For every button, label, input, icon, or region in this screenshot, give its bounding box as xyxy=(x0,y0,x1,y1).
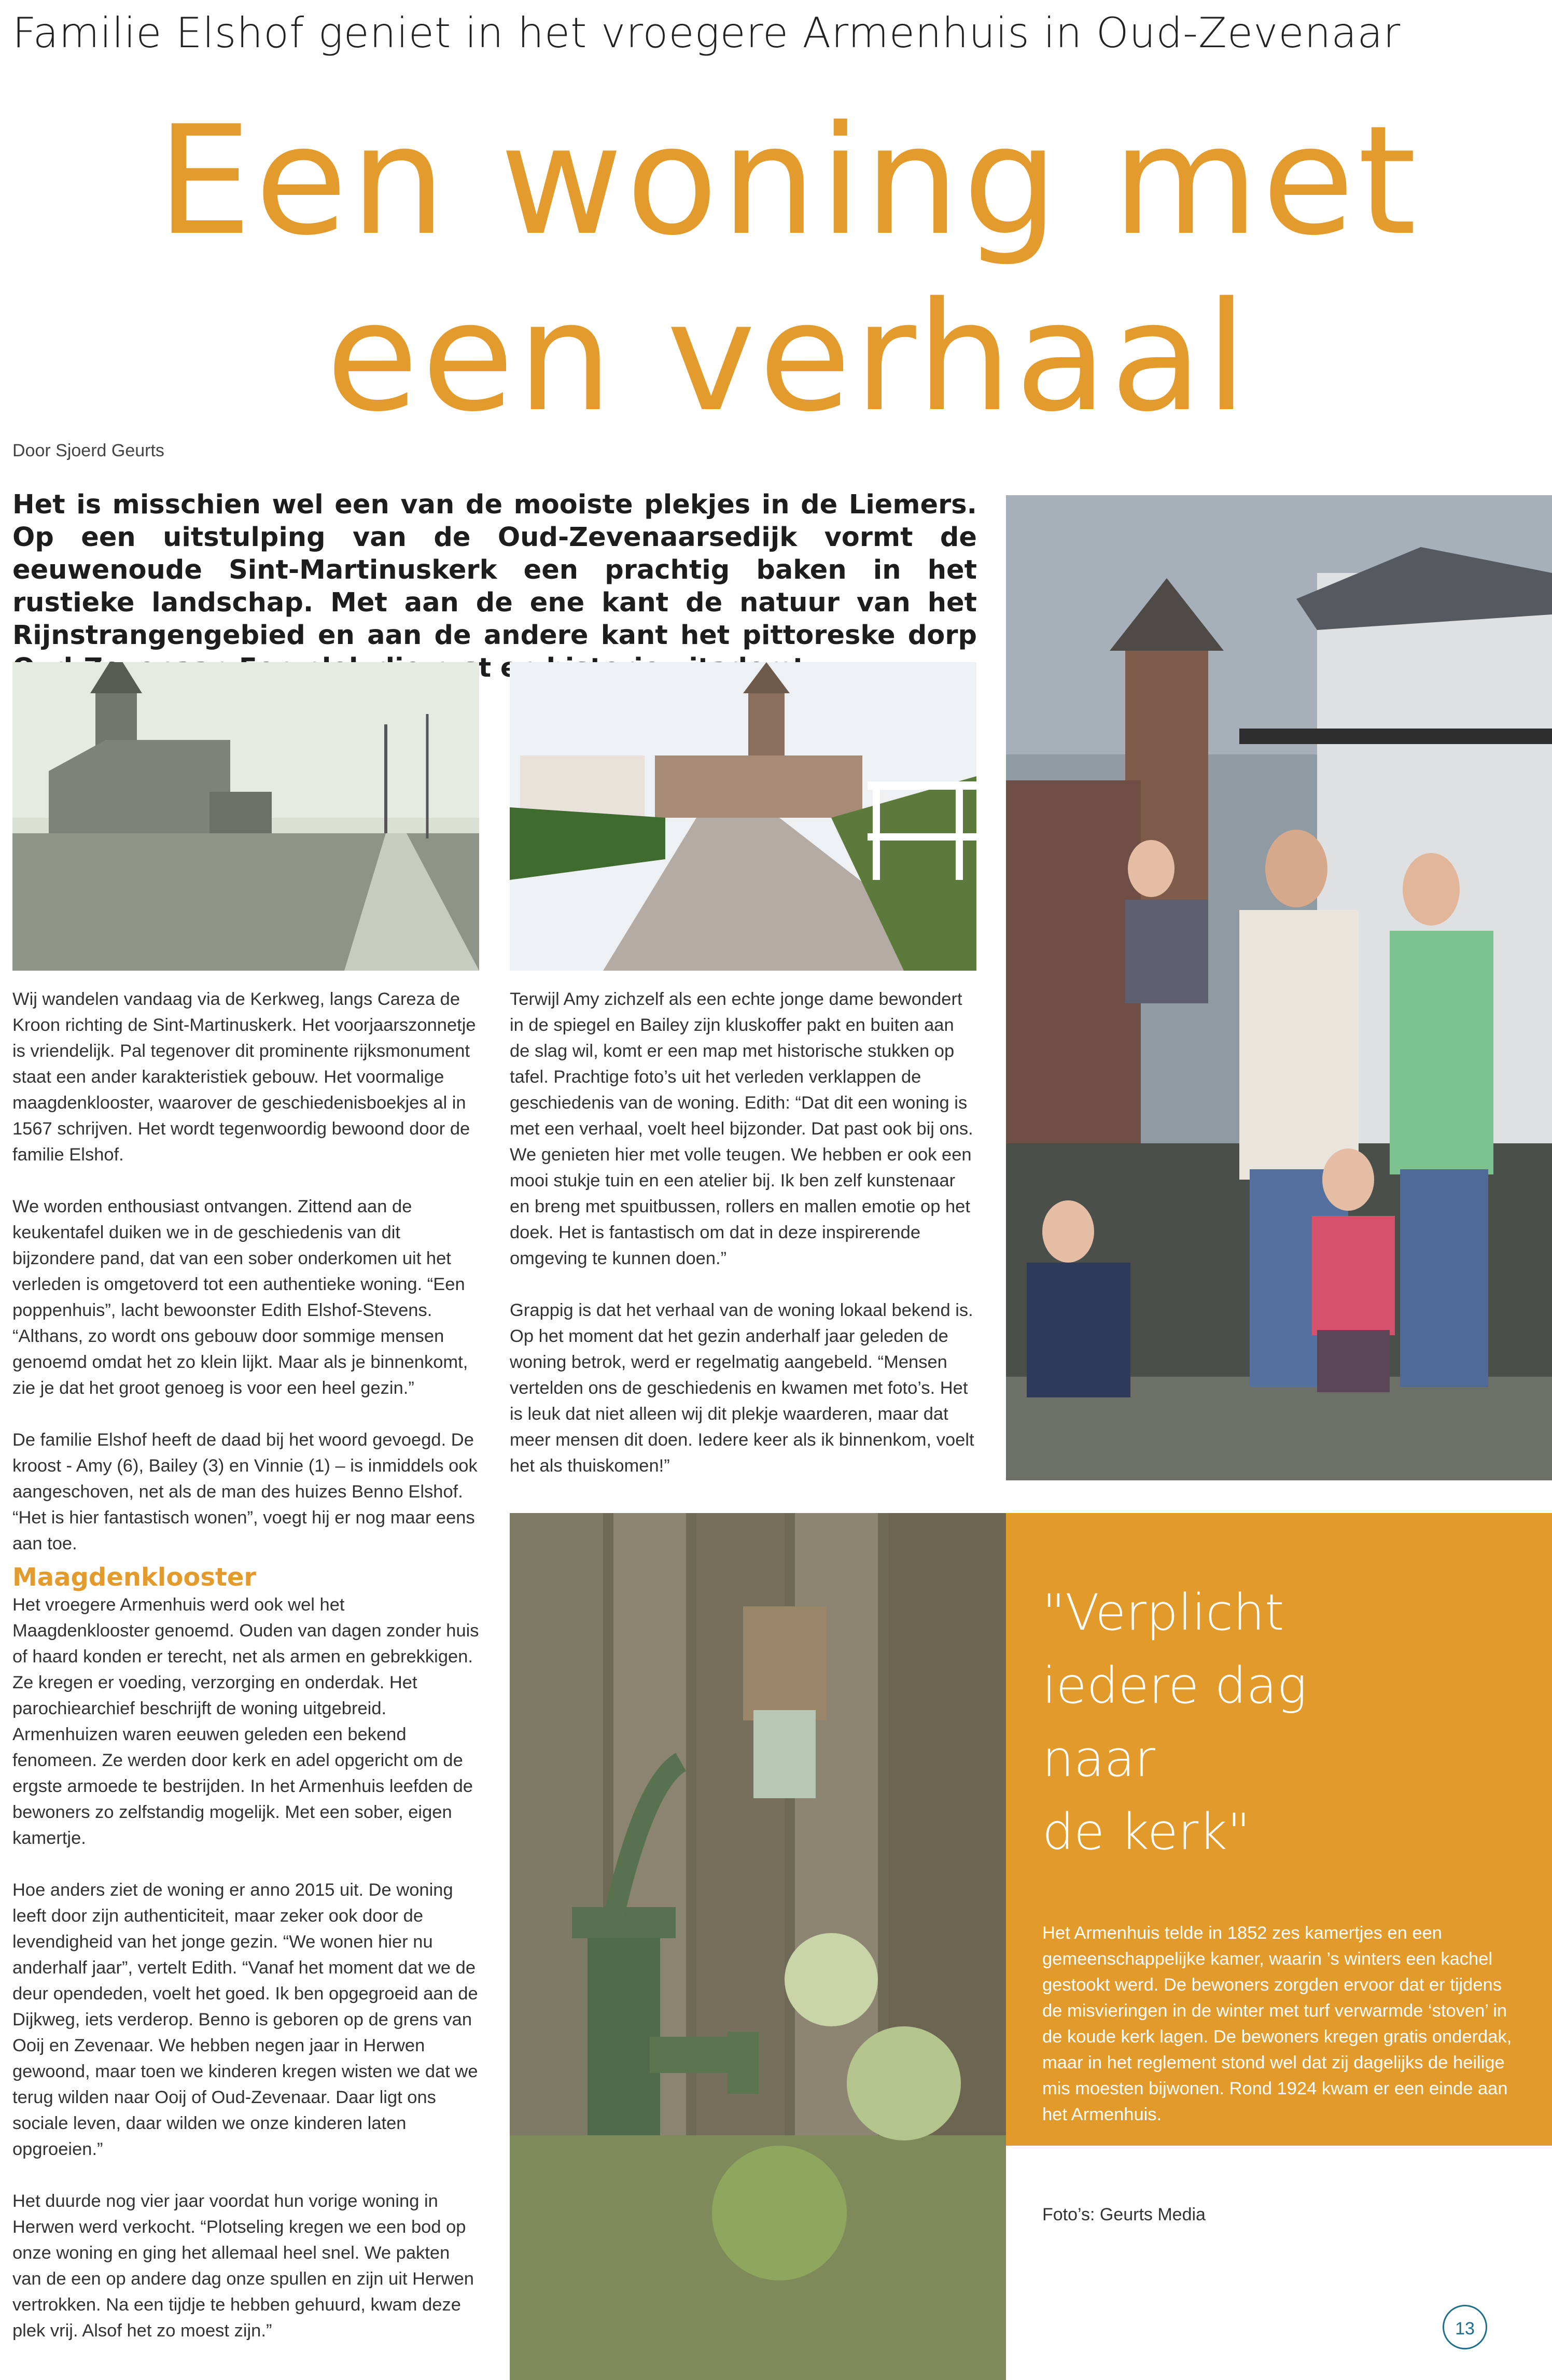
article-column-2 xyxy=(510,986,976,1505)
section-subhead: Maagdenklooster xyxy=(12,1563,257,1592)
pull-quote xyxy=(1042,1576,1509,1869)
family-photo xyxy=(1006,495,1552,1480)
col1-paragraph-4: Het vroegere Armenhuis werd ook wel het Maagdenklooster genoemd. Ouden van dagen zonder huis of haard konden er terecht, net als armen en gebrekkigen. Ze kregen er voeding, verzorging en onderdak. Het parochiearchief beschrijft de woning uitgebreid. Armenhuizen waren eeuwen geleden een bekend fenomeen. Ze werden door kerk en adel opgericht om de ergste armoede te bestrijden. In het Armenhuis leefden de bewoners zo zelfstandig mogelijk. Met een sober, eigen kamertje. xyxy=(12,1595,479,1848)
pull-quote-line-1: "Verplicht xyxy=(1042,1584,1284,1642)
intro-paragraph: Het is misschien wel een van de mooiste plekjes in de Liemers. Op een uitstulping van de Oud-Zevenaarsedijk vormt de eeuwenoude Sint-Martinuskerk een prachtig baken in het rustieke landschap. Met aan de ene kant de natuur van het Rijnstrangengebied en aan de andere kant het pittoreske dorp xyxy=(12,489,977,651)
headline-line-2: een verhaal xyxy=(326,270,1251,445)
byline: Door Sjoerd Geurts xyxy=(12,441,164,460)
historic-church-photo xyxy=(12,662,479,971)
col2-paragraph-1: Terwijl Amy zichzelf als een echte jonge dame bewondert in de spiegel en Bailey zijn kluskoffer pakt en buiten aan de slag wil, komt er een map met historische stukken op tafel. Prachtige foto’s uit het verleden verklappen de geschiedenis van de woning. Edith: “Dat dit een woning is met een verhaal, voelt heel bijzonder. Dat past ook bij ons. We genieten hier met volle teugen. We hebben er ook een mooi stukje tuin en een atelier bij. Ik ben zelf kunstenaar en breng met spuitbussen, rollers en mallen emotie op het doek. Het is fantastisch om dat in deze inspirerende omgeving te kunnen doen.” xyxy=(510,989,973,1268)
col1-paragraph-3: De familie Elshof heeft de daad bij het woord gevoegd. De kroost - Amy (6), Bailey (3) en Vinnie (1) – is inmiddels ook aangeschoven, net als de man des huizes Benno Elshof. “Het is hier fantastisch wonen”, voegt hij er nog maar eens aan toe. xyxy=(12,1430,478,1553)
article-column-1 xyxy=(12,986,479,2370)
col1-paragraph-2: We worden enthousiast ontvangen. Zittend aan de keukentafel duiken we in de geschiedenis van dit bijzondere pand, dat van een sober onderkomen uit het verleden is omgetoverd tot een authentieke woning. “Een poppenhuis”, lacht bewoonster Edith Elshof-Stevens. “Althans, zo wordt ons gebouw door sommige mensen genoemd omdat het zo klein lijkt. Maar als je binnenkomt, zie je dat het groot genoeg is voor een heel gezin.” xyxy=(12,1197,468,1398)
street-church-photo xyxy=(510,662,976,971)
headline xyxy=(73,93,1504,446)
headline-line-1: Een woning met xyxy=(157,94,1420,269)
sidebar-text: Het Armenhuis telde in 1852 zes kamertjes en een gemeenschappelijke kamer, waarin ’s winters een kachel gestookt werd. De bewoners zorgden ervoor dat er tijdens de misvieringen in de winter met turf verwarmde ‘stoven’ in de koude kerk lagen. De bewoners kregen gratis onderdak, maar in het reglement stond wel dat zij dagelijks de heilige mis moesten bijwonen. Rond 1924 kwam er een einde aan het Armenhuis. xyxy=(1042,1923,1512,2124)
kicker: Familie Elshof geniet in het vroegere Armenhuis in Oud-Zevenaar xyxy=(12,9,1401,57)
col2-paragraph-2: Grappig is dat het verhaal van de woning lokaal bekend is. Op het moment dat het gezin anderhalf jaar geleden de woning betrok, werd er regelmatig aangebeld. “Mensen vertelden ons de geschiedenis en kwamen met foto’s. Het is leuk dat niet alleen wij dit plekje waarderen, maar dat meer mensen dit doen. Iedere keer als ik binnenkom, voelt het als thuiskomen!” xyxy=(510,1300,974,1476)
col1-paragraph-1: Wij wandelen vandaag via de Kerkweg, langs Careza de Kroon richting de Sint-Martinuskerk. Het voorjaarszonnetje is vriendelijk. Pal tegenover dit prominente rijksmonument staat een ander karakteristiek gebouw. Het voormalige maagdenklooster, waarover de geschiedenisboekjes al in 1567 schrijven. Het wordt tegenwoordig bewoond door de familie Elshof. xyxy=(12,989,476,1165)
pull-quote-line-4: de kerk" xyxy=(1042,1803,1250,1861)
col1-paragraph-5: Hoe anders ziet de woning er anno 2015 uit. De woning leeft door zijn authenticiteit, maar zeker ook door de levendigheid van het jonge gezin. “We wonen hier nu anderhalf jaar”, vertelt Edith. “Vanaf het moment dat we de deur opendeden, voelt het goed. Ik ben opgegroeid aan de Dijkweg, iets verderop. Benno is geboren op de grens van Ooij en Zevenaar. We hebben negen jaar in Herwen gewoond, maar toen we kinderen kregen wisten we dat we terug wilden naar Ooij of Oud-Zevenaar. Daar ligt ons sociale leven, daar wilden we onze kinderen laten opgroeien.” xyxy=(12,1880,478,2159)
garden-pump-photo xyxy=(510,1513,1006,2380)
col1-paragraph-6: Het duurde nog vier jaar voordat hun vorige woning in Herwen werd verkocht. “Plotseling kregen we een bod op onze woning en ging het allemaal heel snel. We pakten van de een op andere dag onze spullen en zijn uit Herwen vertrokken. Na een tijdje te hebben gehuurd, kwam deze plek vrij. Alsof het zo moest zijn.” xyxy=(12,2191,474,2341)
photo-credit: Foto’s: Geurts Media xyxy=(1042,2205,1206,2224)
pull-quote-line-3: naar xyxy=(1042,1730,1155,1788)
page-number: 13 xyxy=(1443,2305,1487,2349)
pull-quote-line-2: iedere dag xyxy=(1042,1657,1307,1715)
